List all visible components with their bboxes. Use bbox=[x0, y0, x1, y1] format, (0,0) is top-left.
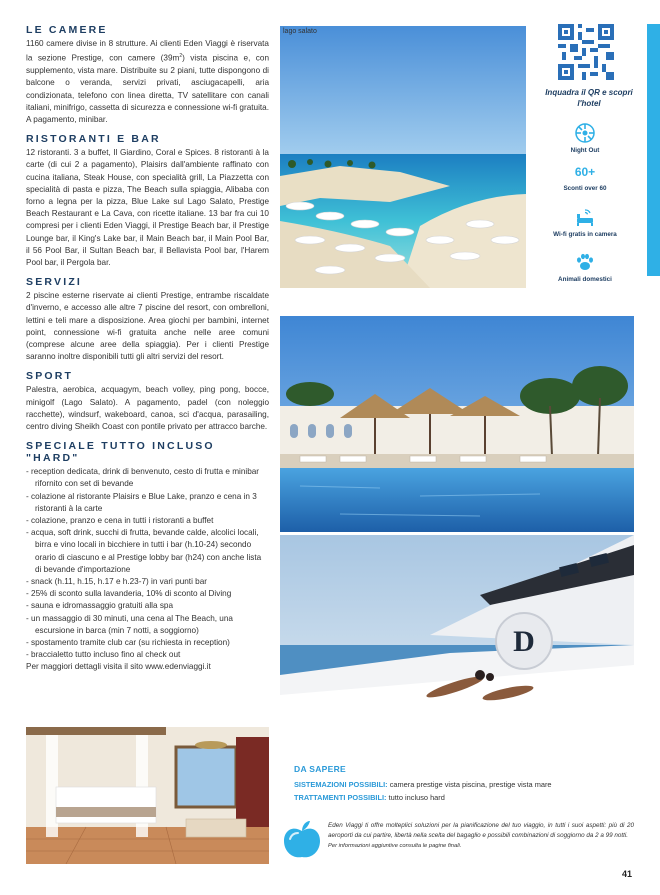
sconti-over-60-icon bbox=[574, 160, 596, 182]
ristoranti-heading: RISTORANTI E BAR bbox=[26, 133, 161, 146]
page-number: 41 bbox=[622, 869, 633, 879]
servizi-heading: SERVIZI bbox=[26, 276, 83, 289]
list-item: - colazione al ristorante Plaisirs e Blue Lake, pranzo e cena in 3 ristoranti à la carte bbox=[26, 491, 269, 515]
disclaimer-text: Eden Viaggi ti offre molteplici soluzioni per la pianificazione del tuo viaggio, in tutti i suoi aspetti: più di 20 aeroporti da cui partire, libertà nella scelta del bagaglio e possibili combinazioni di soggiorno da 2 a 99 notti. Per informazioni aggiuntive consulta le pagine finali. bbox=[328, 822, 634, 849]
text-column bbox=[26, 24, 269, 674]
wifi-room-icon bbox=[574, 206, 596, 228]
list-item: - spostamento tramite club car (su richiesta in reception) bbox=[26, 637, 269, 649]
servizi-body: 2 piscine esterne riservate ai clienti Prestige, entrambe riscaldate d'inverno, e accesso alle altre 7 piscine del resort, con ombrelloni, lettini e teli mare a disposizione. Area giochi per bambini, internet point, connessione wi-fi gratuita anche nelle aree comuni (comprese alcune aree della spiaggia). Per i clienti Prestige saranno inoltre disponibili tutti gli altri servizi del resort. bbox=[26, 291, 269, 362]
sport-heading: SPORT bbox=[26, 370, 74, 383]
photo-lagoon-beach bbox=[280, 26, 526, 288]
eden-apple-icon bbox=[282, 819, 322, 861]
accent-sidebar-bar bbox=[647, 24, 660, 276]
camere-heading: LE CAMERE bbox=[26, 24, 108, 36]
feature-sconti-over-60 bbox=[553, 160, 617, 192]
sistemazioni-row: SISTEMAZIONI POSSIBILI: camera prestige vista piscina, prestige vista mare bbox=[294, 780, 552, 789]
speciale-heading: SPECIALE TUTTO INCLUSO "HARD" bbox=[26, 440, 215, 465]
feature-animali bbox=[553, 251, 617, 283]
speciale-list bbox=[26, 466, 269, 661]
ristoranti-body: 12 ristoranti. 3 a buffet, Il Giardino, Coral e Spices. 8 ristoranti à la carte (di cui 2 a pagamento), Plaisirs dall'ambiente raffinato con cucina italiana, Steak House, con specialità grill, La Piazzetta con specialità di pasta e pizza, The Beach sulla spiaggia, Alibaba con forno a legna per la pizza, Blue Lake sul Lago Salato, Prestige Beach Restaurant e La Cava, con ricette italiane. 13 bar fra cui 10 compresi per i clienti Eden Viaggi, il Prestige Beach bar, il Prestige Lounge bar, il King's Lake bar, il Main Beach bar, il Main Pool Bar, il 56 Pool Bar, il Sultan Beach bar, il Bellavista Pool bar, l'Harem Pool bar, il Pergola bar. bbox=[26, 148, 269, 267]
trattamenti-row: TRATTAMENTI POSSIBILI: tutto incluso hard bbox=[294, 793, 445, 802]
qr-caption: Inquadra il QR e scopri l'hotel bbox=[545, 88, 633, 108]
feature-night-out bbox=[553, 122, 617, 154]
list-item: - acqua, soft drink, succhi di frutta, bevande calde, alcolici locali, birra e vino locali in bicchiere in tutti i bar (h.10-24) secondo orario di ciascuno e al Prestige lobby bar (h24) con anche lista di bevande d'importazione bbox=[26, 527, 269, 576]
feature-label: Night Out bbox=[570, 147, 600, 154]
da-sapere-box bbox=[294, 764, 634, 804]
sport-body: Palestra, aerobica, acquagym, beach volley, ping pong, bocce, minigolf (Lago Salato). A pagamento, padel (con noleggio racchette), windsurf, wakeboard, canoa, sci d'acqua, parasailing, centro diving Sheikh Coast con pontile privato per attracco barche. bbox=[26, 385, 269, 432]
feature-wifi-camera bbox=[553, 206, 617, 238]
list-item: - braccialetto tutto incluso fino al check out bbox=[26, 649, 269, 661]
night-out-icon bbox=[574, 122, 596, 144]
qr-code[interactable] bbox=[558, 24, 614, 80]
feature-label: Sconti over 60 bbox=[563, 185, 607, 192]
photo-pool bbox=[280, 316, 634, 532]
svg-text:D: D bbox=[513, 625, 535, 658]
feature-label: Wi-fi gratis in camera bbox=[553, 231, 617, 238]
photo-bedroom bbox=[26, 727, 269, 864]
photo-yacht bbox=[280, 535, 634, 731]
list-item: - reception dedicata, drink di benvenuto, cesto di frutta e minibar rifornito con set di bevande bbox=[26, 466, 269, 490]
list-item: - 25% di sconto sulla lavanderia, 10% di sconto al Diving bbox=[26, 588, 269, 600]
list-item: - snack (h.11, h.15, h.17 e h.23-7) in vari punti bar bbox=[26, 576, 269, 588]
pets-paw-icon bbox=[574, 251, 596, 273]
da-sapere-title: DA SAPERE bbox=[294, 764, 346, 774]
list-item: - sauna e idromassaggio gratuiti alla spa bbox=[26, 600, 269, 612]
feature-label: Animali domestici bbox=[558, 276, 612, 283]
list-item: - un massaggio di 30 minuti, una cena al The Beach, una escursione in barca (min 7 notti, a soggiorno) bbox=[26, 613, 269, 637]
camere-body: 1160 camere divise in 8 strutture. Ai clienti Eden Viaggi è riservata la sezione Prestige, con camere $(39m^2)$ vista piscina e, con supplemento, vista mare. Distribuite su 2 piani, tutte dispongono di balcone o veranda, servizi privati, asciugacapelli, aria condizionata, telefono con linea diretta, TV satellitare con canali italiani, minifrigo, cassetta di sicurezza e connessione wi-fi gratuita. A pagamento, minibar. bbox=[26, 39, 270, 124]
photo-caption: lago salato bbox=[283, 28, 317, 35]
list-item: - colazione, pranzo e cena in tutti i ristoranti a buffet bbox=[26, 515, 269, 527]
svg-text:60+: 60+ bbox=[574, 165, 596, 179]
website-note: Per maggiori dettagli visita il sito www.edenviaggi.it bbox=[26, 662, 211, 672]
